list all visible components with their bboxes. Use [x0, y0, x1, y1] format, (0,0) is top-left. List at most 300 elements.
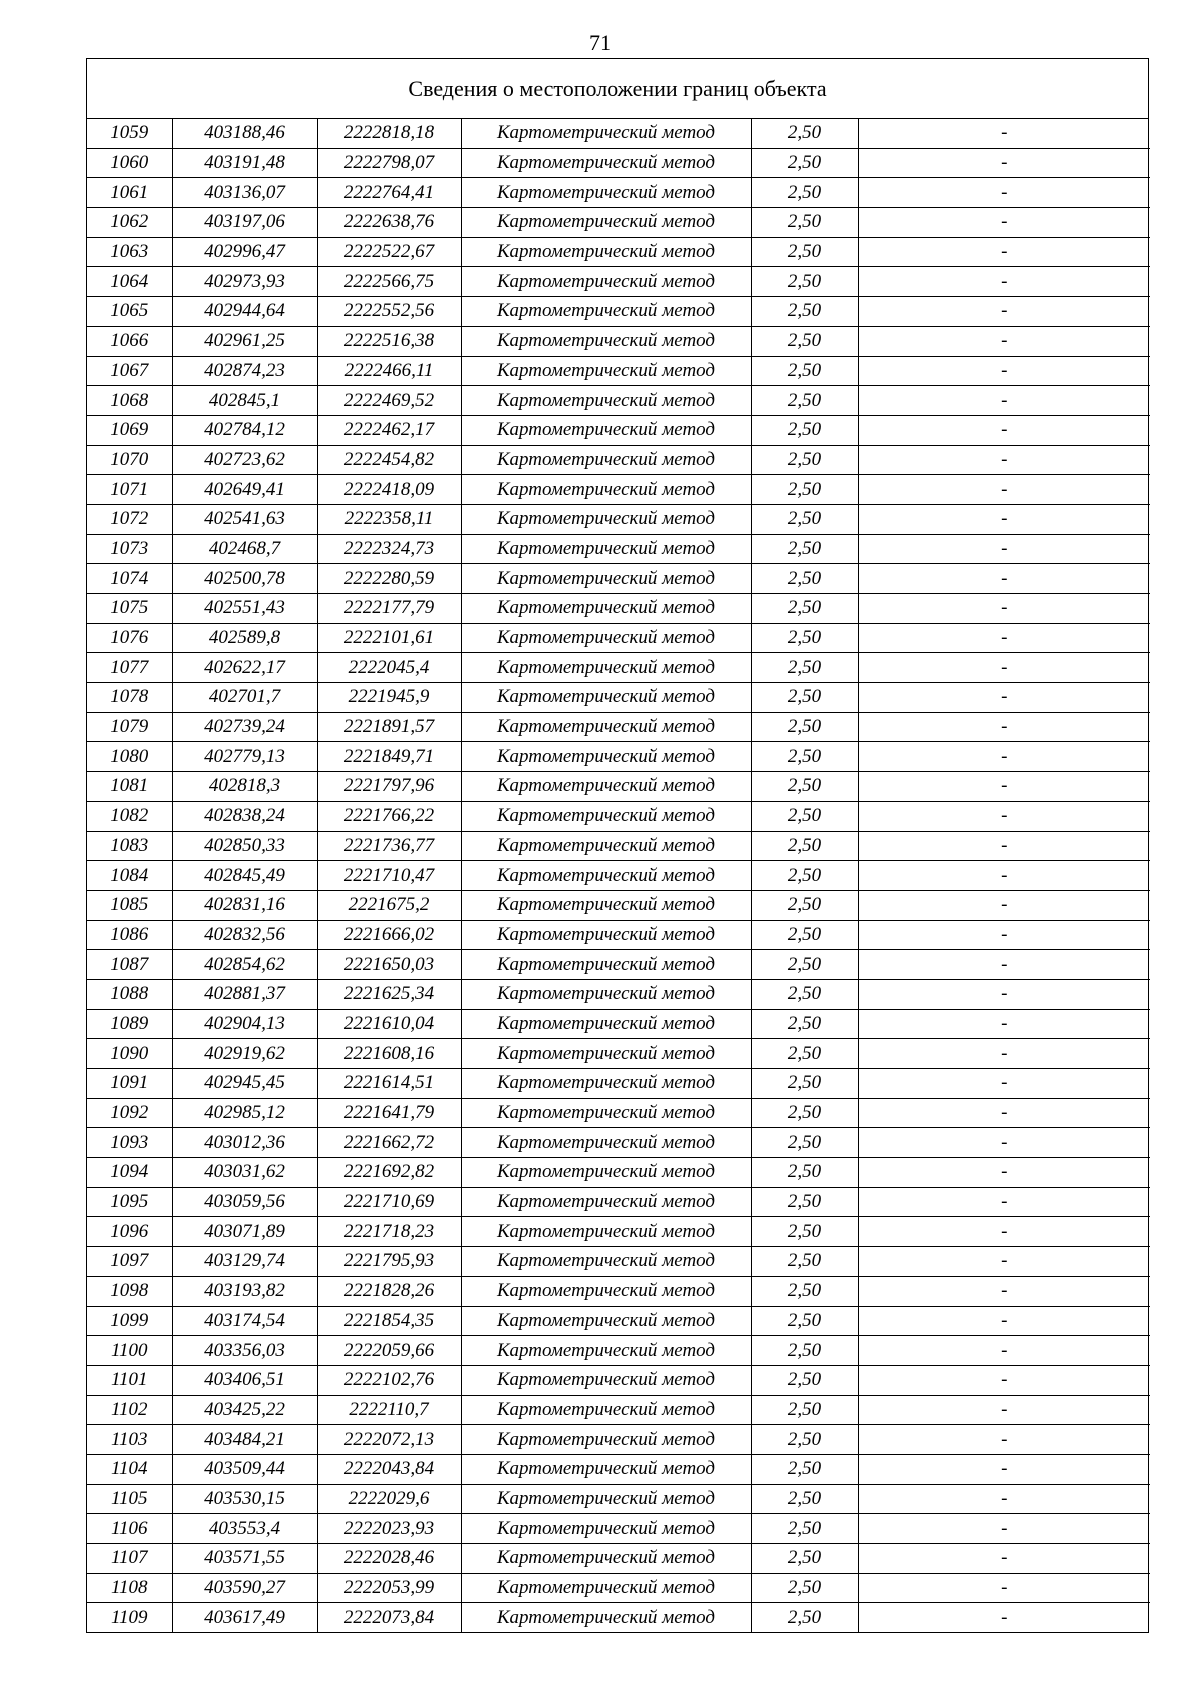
- method-cell: Картометрический метод: [461, 1573, 751, 1603]
- y-coordinate-cell: 2222469,52: [317, 386, 461, 416]
- method-cell: Картометрический метод: [461, 178, 751, 208]
- description-cell: -: [858, 1128, 1150, 1158]
- x-coordinate-cell: 402649,41: [172, 475, 317, 505]
- accuracy-cell: 2,50: [751, 1425, 858, 1455]
- y-coordinate-cell: 2222638,76: [317, 208, 461, 238]
- accuracy-cell: 2,50: [751, 831, 858, 861]
- method-cell: Картометрический метод: [461, 356, 751, 386]
- x-coordinate-cell: 402832,56: [172, 920, 317, 950]
- y-coordinate-cell: 2222522,67: [317, 237, 461, 267]
- point-number-cell: 1067: [87, 356, 172, 386]
- table-row: [87, 504, 1150, 534]
- x-coordinate-cell: 403174,54: [172, 1306, 317, 1336]
- method-cell: Картометрический метод: [461, 920, 751, 950]
- x-coordinate-cell: 403191,48: [172, 148, 317, 178]
- method-cell: Картометрический метод: [461, 1158, 751, 1188]
- table-row: [87, 861, 1150, 891]
- description-cell: -: [858, 1573, 1150, 1603]
- point-number-cell: 1084: [87, 861, 172, 891]
- y-coordinate-cell: 2222418,09: [317, 475, 461, 505]
- point-number-cell: 1082: [87, 801, 172, 831]
- table-row: [87, 1544, 1150, 1574]
- description-cell: -: [858, 1484, 1150, 1514]
- method-cell: Картометрический метод: [461, 237, 751, 267]
- table-row: [87, 297, 1150, 327]
- point-number-cell: 1106: [87, 1514, 172, 1544]
- x-coordinate-cell: 402854,62: [172, 950, 317, 980]
- accuracy-cell: 2,50: [751, 950, 858, 980]
- description-cell: -: [858, 861, 1150, 891]
- method-cell: Картометрический метод: [461, 386, 751, 416]
- table-row: [87, 208, 1150, 238]
- description-cell: -: [858, 742, 1150, 772]
- accuracy-cell: 2,50: [751, 1187, 858, 1217]
- point-number-cell: 1085: [87, 890, 172, 920]
- x-coordinate-cell: 403484,21: [172, 1425, 317, 1455]
- description-cell: -: [858, 1098, 1150, 1128]
- point-number-cell: 1083: [87, 831, 172, 861]
- description-cell: -: [858, 178, 1150, 208]
- x-coordinate-cell: 402944,64: [172, 297, 317, 327]
- x-coordinate-cell: 403617,49: [172, 1603, 317, 1632]
- method-cell: Картометрический метод: [461, 1603, 751, 1632]
- y-coordinate-cell: 2222043,84: [317, 1454, 461, 1484]
- accuracy-cell: 2,50: [751, 297, 858, 327]
- point-number-cell: 1065: [87, 297, 172, 327]
- accuracy-cell: 2,50: [751, 1603, 858, 1632]
- description-cell: -: [858, 1544, 1150, 1574]
- method-cell: Картометрический метод: [461, 950, 751, 980]
- accuracy-cell: 2,50: [751, 1544, 858, 1574]
- point-number-cell: 1070: [87, 445, 172, 475]
- x-coordinate-cell: 403509,44: [172, 1454, 317, 1484]
- method-cell: Картометрический метод: [461, 475, 751, 505]
- method-cell: Картометрический метод: [461, 1069, 751, 1099]
- accuracy-cell: 2,50: [751, 1098, 858, 1128]
- table-row: [87, 1187, 1150, 1217]
- x-coordinate-cell: 402850,33: [172, 831, 317, 861]
- description-cell: -: [858, 267, 1150, 297]
- y-coordinate-cell: 2222454,82: [317, 445, 461, 475]
- method-cell: Картометрический метод: [461, 801, 751, 831]
- point-number-cell: 1064: [87, 267, 172, 297]
- table-row: [87, 1395, 1150, 1425]
- method-cell: Картометрический метод: [461, 861, 751, 891]
- accuracy-cell: 2,50: [751, 1454, 858, 1484]
- table-row: [87, 1217, 1150, 1247]
- method-cell: Картометрический метод: [461, 1336, 751, 1366]
- y-coordinate-cell: 2221710,69: [317, 1187, 461, 1217]
- y-coordinate-cell: 2221692,82: [317, 1158, 461, 1188]
- boundary-coordinates-table: [87, 119, 1150, 1632]
- description-cell: -: [858, 1514, 1150, 1544]
- point-number-cell: 1095: [87, 1187, 172, 1217]
- method-cell: Картометрический метод: [461, 534, 751, 564]
- description-cell: -: [858, 653, 1150, 683]
- accuracy-cell: 2,50: [751, 1306, 858, 1336]
- description-cell: -: [858, 772, 1150, 802]
- table-row: [87, 148, 1150, 178]
- accuracy-cell: 2,50: [751, 475, 858, 505]
- description-cell: -: [858, 683, 1150, 713]
- accuracy-cell: 2,50: [751, 712, 858, 742]
- y-coordinate-cell: 2222466,11: [317, 356, 461, 386]
- description-cell: -: [858, 1069, 1150, 1099]
- x-coordinate-cell: 402945,45: [172, 1069, 317, 1099]
- y-coordinate-cell: 2222177,79: [317, 594, 461, 624]
- method-cell: Картометрический метод: [461, 297, 751, 327]
- table-title: Сведения о местоположении границ объекта: [87, 59, 1148, 119]
- y-coordinate-cell: 2222053,99: [317, 1573, 461, 1603]
- accuracy-cell: 2,50: [751, 1336, 858, 1366]
- point-number-cell: 1086: [87, 920, 172, 950]
- accuracy-cell: 2,50: [751, 1395, 858, 1425]
- y-coordinate-cell: 2221736,77: [317, 831, 461, 861]
- accuracy-cell: 2,50: [751, 148, 858, 178]
- method-cell: Картометрический метод: [461, 148, 751, 178]
- method-cell: Картометрический метод: [461, 564, 751, 594]
- y-coordinate-cell: 2221891,57: [317, 712, 461, 742]
- method-cell: Картометрический метод: [461, 119, 751, 148]
- x-coordinate-cell: 402838,24: [172, 801, 317, 831]
- description-cell: -: [858, 1425, 1150, 1455]
- table-row: [87, 1098, 1150, 1128]
- method-cell: Картометрический метод: [461, 1098, 751, 1128]
- point-number-cell: 1089: [87, 1009, 172, 1039]
- method-cell: Картометрический метод: [461, 1365, 751, 1395]
- method-cell: Картометрический метод: [461, 653, 751, 683]
- description-cell: -: [858, 534, 1150, 564]
- description-cell: -: [858, 564, 1150, 594]
- table-row: [87, 1425, 1150, 1455]
- y-coordinate-cell: 2221828,26: [317, 1276, 461, 1306]
- y-coordinate-cell: 2221795,93: [317, 1247, 461, 1277]
- x-coordinate-cell: 402818,3: [172, 772, 317, 802]
- x-coordinate-cell: 403059,56: [172, 1187, 317, 1217]
- x-coordinate-cell: 402589,8: [172, 623, 317, 653]
- point-number-cell: 1069: [87, 415, 172, 445]
- point-number-cell: 1100: [87, 1336, 172, 1366]
- y-coordinate-cell: 2222073,84: [317, 1603, 461, 1632]
- y-coordinate-cell: 2221718,23: [317, 1217, 461, 1247]
- x-coordinate-cell: 403129,74: [172, 1247, 317, 1277]
- description-cell: -: [858, 1454, 1150, 1484]
- accuracy-cell: 2,50: [751, 594, 858, 624]
- point-number-cell: 1072: [87, 504, 172, 534]
- x-coordinate-cell: 403406,51: [172, 1365, 317, 1395]
- page-number: 71: [589, 30, 611, 55]
- table-row: [87, 712, 1150, 742]
- method-cell: Картометрический метод: [461, 712, 751, 742]
- table-row: [87, 1603, 1150, 1632]
- table-row: [87, 1069, 1150, 1099]
- point-number-cell: 1093: [87, 1128, 172, 1158]
- description-cell: -: [858, 1247, 1150, 1277]
- accuracy-cell: 2,50: [751, 564, 858, 594]
- y-coordinate-cell: 2222818,18: [317, 119, 461, 148]
- point-number-cell: 1074: [87, 564, 172, 594]
- method-cell: Картометрический метод: [461, 772, 751, 802]
- accuracy-cell: 2,50: [751, 356, 858, 386]
- method-cell: Картометрический метод: [461, 1039, 751, 1069]
- description-cell: -: [858, 504, 1150, 534]
- point-number-cell: 1096: [87, 1217, 172, 1247]
- table-row: [87, 772, 1150, 802]
- table-row: [87, 1454, 1150, 1484]
- accuracy-cell: 2,50: [751, 1514, 858, 1544]
- table-row: [87, 831, 1150, 861]
- method-cell: Картометрический метод: [461, 208, 751, 238]
- method-cell: Картометрический метод: [461, 742, 751, 772]
- y-coordinate-cell: 2222023,93: [317, 1514, 461, 1544]
- method-cell: Картометрический метод: [461, 267, 751, 297]
- method-cell: Картометрический метод: [461, 1484, 751, 1514]
- y-coordinate-cell: 2222059,66: [317, 1336, 461, 1366]
- y-coordinate-cell: 2221662,72: [317, 1128, 461, 1158]
- accuracy-cell: 2,50: [751, 326, 858, 356]
- y-coordinate-cell: 2221766,22: [317, 801, 461, 831]
- x-coordinate-cell: 402985,12: [172, 1098, 317, 1128]
- table-row: [87, 564, 1150, 594]
- accuracy-cell: 2,50: [751, 386, 858, 416]
- accuracy-cell: 2,50: [751, 504, 858, 534]
- x-coordinate-cell: 403136,07: [172, 178, 317, 208]
- y-coordinate-cell: 2222102,76: [317, 1365, 461, 1395]
- method-cell: Картометрический метод: [461, 1425, 751, 1455]
- point-number-cell: 1063: [87, 237, 172, 267]
- x-coordinate-cell: 402881,37: [172, 979, 317, 1009]
- table-row: [87, 1276, 1150, 1306]
- table-row: [87, 445, 1150, 475]
- x-coordinate-cell: 402961,25: [172, 326, 317, 356]
- table-row: [87, 1009, 1150, 1039]
- accuracy-cell: 2,50: [751, 1217, 858, 1247]
- table-row: [87, 1484, 1150, 1514]
- table-row: [87, 119, 1150, 148]
- point-number-cell: 1088: [87, 979, 172, 1009]
- y-coordinate-cell: 2221650,03: [317, 950, 461, 980]
- y-coordinate-cell: 2221608,16: [317, 1039, 461, 1069]
- description-cell: -: [858, 1187, 1150, 1217]
- description-cell: -: [858, 890, 1150, 920]
- method-cell: Картометрический метод: [461, 594, 751, 624]
- description-cell: -: [858, 475, 1150, 505]
- y-coordinate-cell: 2222462,17: [317, 415, 461, 445]
- table-row: [87, 594, 1150, 624]
- accuracy-cell: 2,50: [751, 742, 858, 772]
- table-row: [87, 356, 1150, 386]
- description-cell: -: [858, 208, 1150, 238]
- accuracy-cell: 2,50: [751, 1128, 858, 1158]
- description-cell: -: [858, 1217, 1150, 1247]
- table-row: [87, 950, 1150, 980]
- y-coordinate-cell: 2222358,11: [317, 504, 461, 534]
- x-coordinate-cell: 402996,47: [172, 237, 317, 267]
- description-cell: -: [858, 386, 1150, 416]
- description-cell: -: [858, 950, 1150, 980]
- accuracy-cell: 2,50: [751, 208, 858, 238]
- y-coordinate-cell: 2222552,56: [317, 297, 461, 327]
- description-cell: -: [858, 712, 1150, 742]
- accuracy-cell: 2,50: [751, 890, 858, 920]
- description-cell: -: [858, 119, 1150, 148]
- accuracy-cell: 2,50: [751, 1069, 858, 1099]
- table-row: [87, 979, 1150, 1009]
- x-coordinate-cell: 402845,49: [172, 861, 317, 891]
- point-number-cell: 1108: [87, 1573, 172, 1603]
- accuracy-cell: 2,50: [751, 534, 858, 564]
- accuracy-cell: 2,50: [751, 237, 858, 267]
- table-row: [87, 683, 1150, 713]
- x-coordinate-cell: 403571,55: [172, 1544, 317, 1574]
- table-row: [87, 1365, 1150, 1395]
- accuracy-cell: 2,50: [751, 1573, 858, 1603]
- x-coordinate-cell: 403553,4: [172, 1514, 317, 1544]
- table-row: [87, 920, 1150, 950]
- accuracy-cell: 2,50: [751, 683, 858, 713]
- x-coordinate-cell: 403356,03: [172, 1336, 317, 1366]
- x-coordinate-cell: 403071,89: [172, 1217, 317, 1247]
- point-number-cell: 1097: [87, 1247, 172, 1277]
- method-cell: Картометрический метод: [461, 415, 751, 445]
- description-cell: -: [858, 831, 1150, 861]
- y-coordinate-cell: 2222280,59: [317, 564, 461, 594]
- point-number-cell: 1105: [87, 1484, 172, 1514]
- method-cell: Картометрический метод: [461, 1128, 751, 1158]
- point-number-cell: 1075: [87, 594, 172, 624]
- method-cell: Картометрический метод: [461, 1009, 751, 1039]
- y-coordinate-cell: 2222516,38: [317, 326, 461, 356]
- point-number-cell: 1101: [87, 1365, 172, 1395]
- description-cell: -: [858, 1395, 1150, 1425]
- table-row: [87, 1514, 1150, 1544]
- method-cell: Картометрический метод: [461, 1187, 751, 1217]
- point-number-cell: 1080: [87, 742, 172, 772]
- x-coordinate-cell: 402973,93: [172, 267, 317, 297]
- method-cell: Картометрический метод: [461, 504, 751, 534]
- description-cell: -: [858, 1365, 1150, 1395]
- accuracy-cell: 2,50: [751, 178, 858, 208]
- point-number-cell: 1068: [87, 386, 172, 416]
- accuracy-cell: 2,50: [751, 920, 858, 950]
- point-number-cell: 1060: [87, 148, 172, 178]
- method-cell: Картометрический метод: [461, 1276, 751, 1306]
- accuracy-cell: 2,50: [751, 861, 858, 891]
- point-number-cell: 1099: [87, 1306, 172, 1336]
- accuracy-cell: 2,50: [751, 979, 858, 1009]
- table-row: [87, 1306, 1150, 1336]
- x-coordinate-cell: 402551,43: [172, 594, 317, 624]
- y-coordinate-cell: 2222045,4: [317, 653, 461, 683]
- y-coordinate-cell: 2222110,7: [317, 1395, 461, 1425]
- x-coordinate-cell: 402701,7: [172, 683, 317, 713]
- method-cell: Картометрический метод: [461, 326, 751, 356]
- description-cell: -: [858, 623, 1150, 653]
- description-cell: -: [858, 297, 1150, 327]
- point-number-cell: 1098: [87, 1276, 172, 1306]
- y-coordinate-cell: 2221614,51: [317, 1069, 461, 1099]
- boundary-table-sheet: [86, 58, 1149, 1633]
- method-cell: Картометрический метод: [461, 683, 751, 713]
- point-number-cell: 1104: [87, 1454, 172, 1484]
- description-cell: -: [858, 920, 1150, 950]
- accuracy-cell: 2,50: [751, 445, 858, 475]
- method-cell: Картометрический метод: [461, 979, 751, 1009]
- method-cell: Картометрический метод: [461, 445, 751, 475]
- description-cell: -: [858, 1306, 1150, 1336]
- y-coordinate-cell: 2221797,96: [317, 772, 461, 802]
- y-coordinate-cell: 2222764,41: [317, 178, 461, 208]
- x-coordinate-cell: 402739,24: [172, 712, 317, 742]
- method-cell: Картометрический метод: [461, 1217, 751, 1247]
- accuracy-cell: 2,50: [751, 1276, 858, 1306]
- table-row: [87, 178, 1150, 208]
- x-coordinate-cell: 403188,46: [172, 119, 317, 148]
- y-coordinate-cell: 2221675,2: [317, 890, 461, 920]
- point-number-cell: 1087: [87, 950, 172, 980]
- table-row: [87, 386, 1150, 416]
- table-row: [87, 742, 1150, 772]
- point-number-cell: 1090: [87, 1039, 172, 1069]
- x-coordinate-cell: 403197,06: [172, 208, 317, 238]
- table-row: [87, 1128, 1150, 1158]
- point-number-cell: 1061: [87, 178, 172, 208]
- accuracy-cell: 2,50: [751, 1365, 858, 1395]
- method-cell: Картометрический метод: [461, 1395, 751, 1425]
- point-number-cell: 1076: [87, 623, 172, 653]
- point-number-cell: 1107: [87, 1544, 172, 1574]
- point-number-cell: 1109: [87, 1603, 172, 1632]
- x-coordinate-cell: 402723,62: [172, 445, 317, 475]
- method-cell: Картометрический метод: [461, 1514, 751, 1544]
- y-coordinate-cell: 2222029,6: [317, 1484, 461, 1514]
- point-number-cell: 1059: [87, 119, 172, 148]
- description-cell: -: [858, 148, 1150, 178]
- description-cell: -: [858, 356, 1150, 386]
- point-number-cell: 1102: [87, 1395, 172, 1425]
- description-cell: -: [858, 1336, 1150, 1366]
- accuracy-cell: 2,50: [751, 119, 858, 148]
- point-number-cell: 1081: [87, 772, 172, 802]
- y-coordinate-cell: 2222566,75: [317, 267, 461, 297]
- point-number-cell: 1066: [87, 326, 172, 356]
- description-cell: -: [858, 801, 1150, 831]
- description-cell: -: [858, 1158, 1150, 1188]
- table-row: [87, 890, 1150, 920]
- accuracy-cell: 2,50: [751, 623, 858, 653]
- x-coordinate-cell: 402622,17: [172, 653, 317, 683]
- x-coordinate-cell: 402831,16: [172, 890, 317, 920]
- y-coordinate-cell: 2222324,73: [317, 534, 461, 564]
- description-cell: -: [858, 415, 1150, 445]
- table-row: [87, 534, 1150, 564]
- table-row: [87, 267, 1150, 297]
- y-coordinate-cell: 2221945,9: [317, 683, 461, 713]
- accuracy-cell: 2,50: [751, 1009, 858, 1039]
- x-coordinate-cell: 403530,15: [172, 1484, 317, 1514]
- description-cell: -: [858, 1039, 1150, 1069]
- x-coordinate-cell: 403425,22: [172, 1395, 317, 1425]
- table-row: [87, 415, 1150, 445]
- point-number-cell: 1091: [87, 1069, 172, 1099]
- accuracy-cell: 2,50: [751, 267, 858, 297]
- accuracy-cell: 2,50: [751, 772, 858, 802]
- x-coordinate-cell: 402845,1: [172, 386, 317, 416]
- point-number-cell: 1092: [87, 1098, 172, 1128]
- x-coordinate-cell: 402500,78: [172, 564, 317, 594]
- description-cell: -: [858, 979, 1150, 1009]
- y-coordinate-cell: 2221625,34: [317, 979, 461, 1009]
